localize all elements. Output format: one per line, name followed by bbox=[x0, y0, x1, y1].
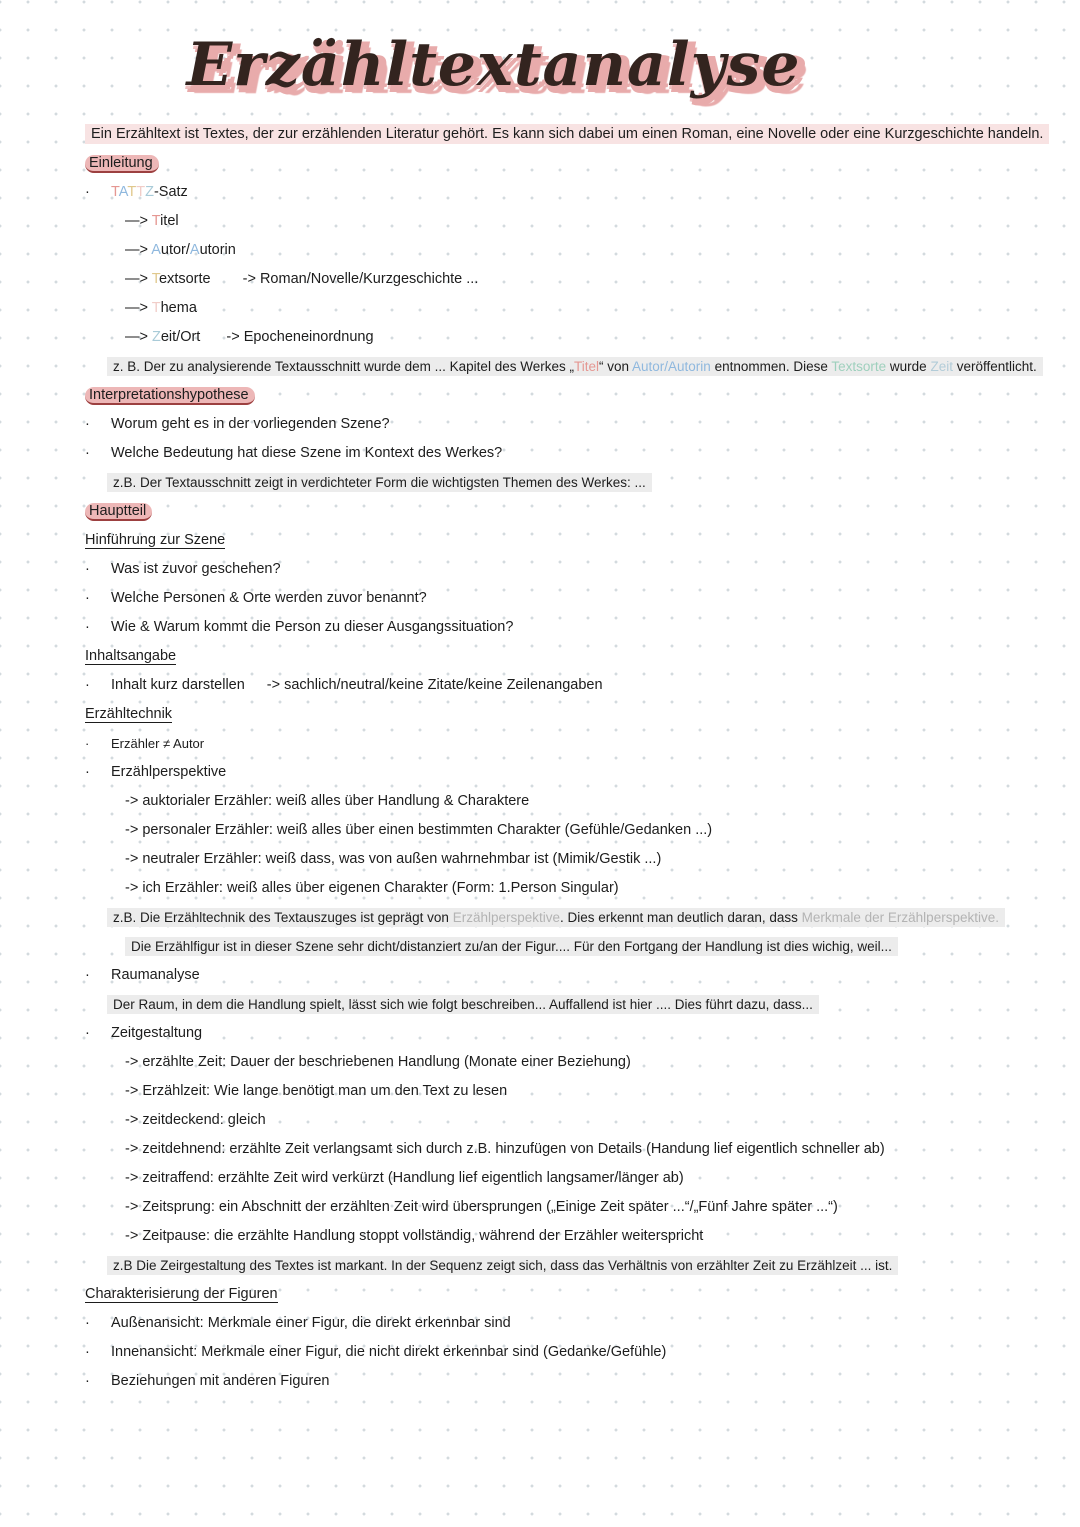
einleitung-example bbox=[85, 352, 1037, 381]
example-text: z. B. Der zu analysierende Textausschnitt wurde dem ... Kapitel des Werkes „Titel“ von Autor/Autorin entnommen. Diese Textsorte wurde Zeit veröffentlicht. bbox=[107, 357, 1043, 376]
textsorte-extra: -> Roman/Novelle/Kurzgeschichte ... bbox=[242, 271, 479, 287]
intro-text: Ein Erzähltext ist Textes, der zur erzählenden Literatur gehört. Es kann sich dabei um einen Roman, eine Novelle oder eine Kurzgeschichte handeln. bbox=[85, 124, 1049, 144]
arrow-line-text: -> neutraler Erzähler: weiß dass, was von außen wahrnehmbar ist (Mimik/Gestik ...) bbox=[125, 851, 662, 867]
erzaehltechnik-example-line2 bbox=[85, 932, 1022, 961]
tattz-word: TATTZ-Satz bbox=[111, 184, 188, 200]
list-item bbox=[85, 555, 1022, 584]
example-text: Die Erzählfigur ist in dieser Szene sehr dicht/distanziert zu/an der Figur.... Für den Fortgang der Handlung ist dies wichig, weil... bbox=[125, 937, 898, 956]
interpretationshypothese-example bbox=[85, 468, 1022, 497]
arrow-line bbox=[85, 845, 1022, 874]
arrow-line bbox=[85, 1135, 1022, 1164]
arrow-line-text: -> Erzählzeit: Wie lange benötigt man um den Text zu lesen bbox=[125, 1083, 508, 1099]
bullet-dot: · bbox=[85, 1025, 90, 1041]
arrow-line-text: -> auktorialer Erzähler: weiß alles über Handlung & Charaktere bbox=[125, 793, 530, 809]
arrow-line bbox=[85, 816, 1022, 845]
arrow-line-text: -> Zeitpause: die erzählte Handlung stoppt vollständig, während der Erzähler weiterspricht bbox=[125, 1228, 704, 1244]
bullet-dot: · bbox=[85, 561, 90, 577]
raumanalyse-example bbox=[85, 990, 1022, 1019]
heading-interpretationshypothese: Interpretationshypothese bbox=[85, 387, 255, 405]
intro-line bbox=[85, 120, 1044, 149]
list-item-text: Zeitgestaltung bbox=[111, 1025, 203, 1041]
list-item-text: Außenansicht: Merkmale einer Figur, die direkt erkennbar sind bbox=[111, 1315, 511, 1331]
bullet-dot: · bbox=[85, 590, 90, 606]
bullet-dot: · bbox=[85, 677, 90, 693]
bullet-dot: · bbox=[85, 1315, 90, 1331]
page-title: Erzähltextanalyse bbox=[186, 30, 801, 100]
subheading-text: Charakterisierung der Figuren bbox=[85, 1286, 278, 1302]
arrow-line-text: -> zeitdehnend: erzählte Zeit verlangsamt sich durch z.B. hinzufügen von Details (Handung lief eigentlich schneller ab) bbox=[125, 1141, 885, 1157]
subheading-inhaltsangabe bbox=[85, 642, 1022, 671]
list-item-text: Inhalt kurz darstellen -> sachlich/neutral/keine Zitate/keine Zeilenangaben bbox=[111, 677, 603, 693]
arrow-long-icon: —> bbox=[125, 242, 148, 258]
arrow-long-icon: —> bbox=[125, 271, 148, 287]
list-item bbox=[85, 439, 1022, 468]
bullet-dot: · bbox=[85, 445, 90, 461]
arrow-line bbox=[85, 787, 1022, 816]
line-autor bbox=[85, 236, 1022, 265]
titel-word: Titel bbox=[151, 213, 179, 229]
bullet-dot: · bbox=[85, 967, 90, 983]
list-item-text: Was ist zuvor geschehen? bbox=[111, 561, 281, 577]
heading-einleitung: Einleitung bbox=[85, 155, 159, 173]
list-item bbox=[85, 613, 1022, 642]
arrow-line bbox=[85, 1222, 1022, 1251]
arrow-long-icon: —> bbox=[125, 300, 148, 316]
bullet-dot: · bbox=[85, 416, 90, 432]
list-item bbox=[85, 1309, 1022, 1338]
autor-word: Autor/Autorin bbox=[151, 242, 236, 258]
arrow-line-text: -> Zeitsprung: ein Abschnitt der erzählten Zeit wird übersprungen („Einige Zeit später ...“/„Fünf Jahre später ...“) bbox=[125, 1199, 838, 1215]
subheading-hinfuehrung bbox=[85, 526, 1022, 555]
textsorte-word: Textsorte bbox=[151, 271, 211, 287]
section-heading-interpretationshypothese bbox=[85, 381, 1022, 410]
arrow-line-text: -> personaler Erzähler: weiß alles über einen bestimmten Charakter (Gefühle/Gedanken ...) bbox=[125, 822, 713, 838]
arrow-line-text: -> zeitdeckend: gleich bbox=[125, 1112, 266, 1128]
line-titel bbox=[85, 207, 1022, 236]
arrow-line bbox=[85, 1193, 1022, 1222]
page-title-wrap bbox=[85, 30, 902, 100]
example-text: Der Raum, in dem die Handlung spielt, lässt sich wie folgt beschreiben... Auffallend ist hier .... Dies führt dazu, dass... bbox=[107, 995, 819, 1014]
arrow-line-text: -> erzählte Zeit: Dauer der beschriebenen Handlung (Monate einer Beziehung) bbox=[125, 1054, 631, 1070]
arrow-line-text: -> zeitraffend: erzählte Zeit wird verkürzt (Handlung lief eigentlich langsamer/länger ab) bbox=[125, 1170, 684, 1186]
list-item bbox=[85, 671, 1022, 700]
list-item bbox=[85, 1019, 1022, 1048]
list-item bbox=[85, 758, 1022, 787]
arrow-line bbox=[85, 1106, 1022, 1135]
list-item-text: Erzähler ≠ Autor bbox=[111, 736, 205, 751]
list-item bbox=[85, 729, 1022, 758]
list-item bbox=[85, 410, 1022, 439]
example-text: z.B Die Zeirgestaltung des Textes ist markant. In der Sequenz zeigt sich, dass das Verhältnis von erzählter Zeit zu Erzählzeit ... ist. bbox=[107, 1256, 898, 1275]
arrow-line bbox=[85, 1048, 1022, 1077]
zeit-word: Zeit/Ort bbox=[152, 329, 201, 345]
line-textsorte bbox=[85, 265, 1022, 294]
subheading-charakterisierung bbox=[85, 1280, 1022, 1309]
arrow-line bbox=[85, 874, 1022, 903]
arrow-line-text: -> ich Erzähler: weiß alles über eigenen Charakter (Form: 1.Person Singular) bbox=[125, 880, 619, 896]
bullet-dot: · bbox=[85, 736, 90, 751]
arrow-long-icon: —> bbox=[125, 213, 148, 229]
list-item bbox=[85, 584, 1022, 613]
zeit-extra: -> Epocheneinordnung bbox=[226, 329, 374, 345]
line-tattz bbox=[85, 178, 1022, 207]
subheading-text: Hinführung zur Szene bbox=[85, 532, 226, 548]
section-heading-hauptteil bbox=[85, 497, 1022, 526]
section-heading-einleitung bbox=[85, 149, 1022, 178]
bullet-dot: · bbox=[85, 764, 90, 780]
bullet-dot: · bbox=[85, 1373, 90, 1389]
bullet-dot: · bbox=[85, 1344, 90, 1360]
list-item-text: Innenansicht: Merkmale einer Figur, die nicht direkt erkennbar sind (Gedanke/Gefühle) bbox=[111, 1344, 667, 1360]
list-item-text: Worum geht es in der vorliegenden Szene? bbox=[111, 416, 390, 432]
list-item bbox=[85, 1338, 1022, 1367]
heading-hauptteil: Hauptteil bbox=[85, 503, 152, 521]
arrow-line bbox=[85, 1077, 1022, 1106]
subheading-text: Erzähltechnik bbox=[85, 706, 173, 722]
list-item-text: Erzählperspektive bbox=[111, 764, 227, 780]
list-item-text: Raumanalyse bbox=[111, 967, 200, 983]
bullet-dot: · bbox=[85, 184, 90, 200]
list-item bbox=[85, 961, 1022, 990]
example-text: z.B. Der Textausschnitt zeigt in verdichteter Form die wichtigsten Themen des Werkes: ... bbox=[107, 473, 652, 492]
arrow-line bbox=[85, 1164, 1022, 1193]
list-item-text: Welche Bedeutung hat diese Szene im Kontext des Werkes? bbox=[111, 445, 503, 461]
erzaehltechnik-example-line1 bbox=[85, 903, 1022, 932]
zeitgestaltung-example bbox=[85, 1251, 1022, 1280]
list-item-text: Beziehungen mit anderen Figuren bbox=[111, 1373, 330, 1389]
thema-word: Thema bbox=[151, 300, 197, 316]
bullet-dot: · bbox=[85, 619, 90, 635]
subheading-erzaehltechnik bbox=[85, 700, 1022, 729]
example-text: z.B. Die Erzähltechnik des Textauszuges ist geprägt von Erzählperspektive. Dies erkennt man deutlich daran, dass Merkmale der Erzählperspektive. bbox=[107, 908, 1005, 927]
arrow-long-icon: —> bbox=[125, 329, 148, 345]
list-item bbox=[85, 1367, 1022, 1396]
line-thema bbox=[85, 294, 1022, 323]
line-zeit-ort bbox=[85, 323, 1022, 352]
subheading-text: Inhaltsangabe bbox=[85, 648, 177, 664]
list-item-text: Welche Personen & Orte werden zuvor benannt? bbox=[111, 590, 427, 606]
list-item-text: Wie & Warum kommt die Person zu dieser Ausgangssituation? bbox=[111, 619, 514, 635]
